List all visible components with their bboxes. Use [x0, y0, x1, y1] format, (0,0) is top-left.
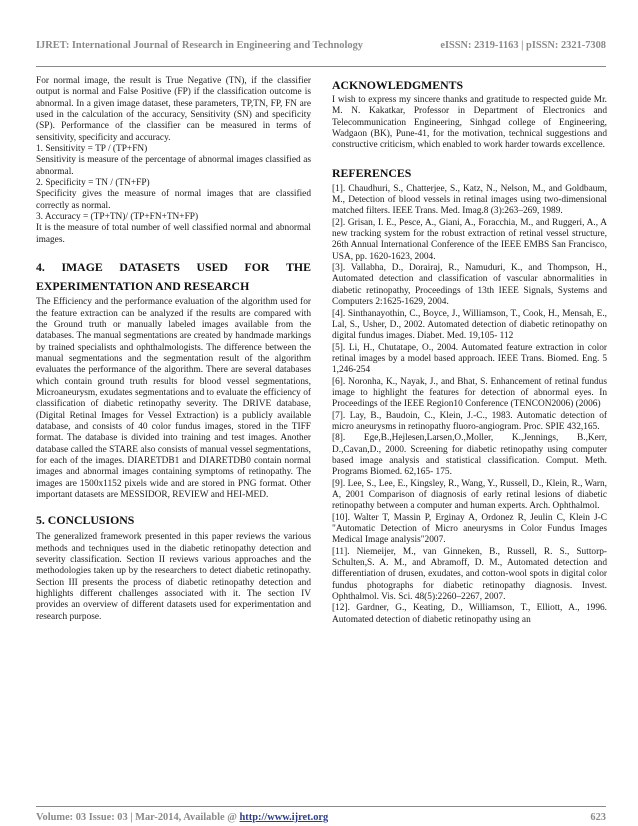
reference-item: [3]. Vallabha, D., Dorairaj, R., Namuduri, K., and Thompson, H., Automated detection and classification of vascular abnormalities in diabetic retinopathy, Proceedings of 13th IEEE Signals, Systems and Computers 2:1625-1629, 2004.	[332, 263, 607, 308]
reference-item: [4]. Sinthanayothin, C., Boyce, J., Williamson, T., Cook, H., Mensah, E., Lal, S., Usher, D., 2002. Automated detection of diabetic retinopathy on digital fundus images. Diabet. Med. 19,105- 112	[332, 308, 607, 342]
reference-item: [8]. Ege,B.,Hejlesen,Larsen,O.,Moller, K.,Jennings, B.,Kerr, D.,Cavan,D., 2000. Screening for diabetic retinopathy using computer based image analysis and statistical classification. Comput. Meth. Programs Biomed. 62,165- 175.	[332, 433, 607, 478]
reference-item: [12]. Gardner, G., Keating, D., Williamson, T., Elliott, A., 1996. Automated detection of diabetic retinopathy using an	[332, 603, 607, 625]
reference-item: [9]. Lee, S., Lee, E., Kingsley, R., Wang, Y., Russell, D., Klein, R., Warn, A, 2001 Comparison of diagnosis of early retinal lesions of diabetic retinopathy between a computer and human experts. Arch. Ophthalmol.	[332, 478, 607, 512]
heading-word: 4.	[36, 260, 45, 275]
page-number: 623	[590, 812, 606, 823]
issn-text: eISSN: 2319-1163 | pISSN: 2321-7308	[440, 40, 606, 51]
section-4-heading	[36, 260, 311, 293]
heading-word: DATASETS	[119, 260, 180, 275]
footer-volume-text: Volume: 03 Issue: 03 | Mar-2014, Available @	[36, 812, 240, 823]
formula-sensitivity: 1. Sensitivity = TP / (TP+FN)	[36, 144, 148, 155]
journal-title: IJRET: International Journal of Research in Engineering and Technology	[36, 40, 363, 51]
specificity-desc: Specificity gives the measure of normal images that are classified correctly as normal.	[36, 189, 311, 211]
reference-item: [6]. Noronha, K., Nayak, J., and Bhat, S. Enhancement of retinal fundus image to highlight the features for detection of abnormal eyes. In Proceedings of the IEEE Region10 Conference (TENCON2006) (2006)	[332, 376, 607, 410]
footer-rule	[36, 806, 606, 807]
section-5-body: The generalized framework presented in this paper reviews the various methods and techniques used in the diabetic retinopathy detection and severity classification. Section II reviews various approaches and the methodologies taken up by the researchers to detect diabetic retinopathy. Section III presents the process of diabetic retinopathy detection and highlights different challenges associated with it. The section IV provides an overview of different datasets used for experimentation and research purpose.	[36, 532, 311, 622]
left-column	[36, 76, 311, 623]
references-heading: REFERENCES	[332, 165, 412, 180]
heading-word: THE	[286, 260, 311, 275]
reference-item: [5]. Li, H., Chutatape, O., 2004. Automated feature extraction in color retinal images by a model based approach. IEEE Trans. Biomed. Eng. 5 1,246-254	[332, 342, 607, 376]
acknowledgments-body: I wish to express my sincere thanks and gratitude to respected guide Mr. M. N. Kakatkar, Professor in Department of Electronics and Telecommunication Engineering, Sinhgad college of Engineering, Wadgaon (BK), Pune-41, for the motivation, technical suggestions and constructive criticism, which enabled to work harder towards excellence.	[332, 95, 607, 151]
formula-specificity: 2. Specificity = TN / (TN+FP)	[36, 178, 150, 189]
heading-word: USED	[196, 260, 228, 275]
reference-item: [10]. Walter T, Massin P, Erginay A, Ordonez R, Jeulin C, Klein J-C "Automatic Detection of Micro aneurysms in Color Fundus Images Medical Image analysis"2007.	[332, 512, 607, 546]
heading-line-2: EXPERIMENTATION AND RESEARCH	[36, 279, 250, 294]
acknowledgments-heading: ACKNOWLEDGMENTS	[332, 78, 464, 92]
reference-item: [11]. Niemeijer, M., van Ginneken, B., Russell, R. S., Suttorp-Schulten,S. A. M., and Abramoff, D. M., Automated detection and differentiation of drusen, exudates, and cotton-wool spots in digital color fundus photographs for diabetic retinopathy diagnosis. Invest. Ophthalmol. Vis. Sci. 48(5):2260–2267, 2007.	[332, 546, 607, 603]
heading-word: IMAGE	[61, 260, 103, 275]
footer-volume	[36, 812, 328, 823]
reference-item: [2]. Grisan, I. E., Pesce, A., Giani, A., Foracchia, M., and Ruggeri, A., A new tracking system for the robust extraction of retinal vessel structure, 26th Annual International Conference of the IEEE EMBS San Francisco, USA, pp. 1620-1623, 2004.	[332, 217, 607, 262]
reference-item: [1]. Chaudhuri, S., Chatterjee, S., Katz, N., Nelson, M., and Goldbaum, M., Detection of blood vessels in retinal images using two-dimensional matched filters. IEEE Trans. Med. Imag.8 (3):263–269, 1989.	[332, 183, 607, 217]
journal-link[interactable]: http://www.ijret.org	[239, 812, 329, 823]
running-footer	[36, 812, 606, 823]
heading-word: FOR	[244, 260, 270, 275]
header-rule	[36, 66, 606, 67]
section-4-body: The Efficiency and the performance evaluation of the algorithm used for the feature extraction can be analyzed if the results are compared with the Ground truth or manually labeled images available from the databases. The manual segmentations are created by handmade markings by trained specialists and ophthalmologists. The difference between the manual segmentations and the segmentation result of the algorithm evaluates the performance of the algorithm. There are several databases which contain ground truth results for blood vessel segmentations, Microaneurysm, exudates segmentations and to evaluate the efficiency of classification of diabetic retinopathy severity. The DRIVE database, (Digital Retinal Images for Vessel Extraction) is a publicly available database, and consists of 40 color fundus images, stored in the TIFF format. The database is divided into training and test images. Another database called the STARE also consists of manual vessel segmentations, for each of the images. DIARETDB1 and DIARETDB0 contain normal images and abnormal images containing symptoms of retinopathy. The images are 1500x1152 pixels wide and are stored in PNG format. Other important datasets are MESSIDOR, REVIEW and HEI-MED.	[36, 297, 311, 500]
reference-item: [7]. Lay, B., Baudoin, C., Klein, J.-C., 1983. Automatic detection of micro aneurysms in retinopathy fluoro-angiogram. Proc. SPIE 432,165.	[332, 410, 607, 432]
sensitivity-desc: Sensitivity is measure of the percentage of abnormal images classified as abnormal.	[36, 155, 311, 177]
paragraph-classifier: For normal image, the result is True Negative (TN), if the classifier output is normal and False Positive (FP) if the classification outcome is abnormal. In a given image dataset, these parameters, TP,TN, FP, FN are used in the calculation of the accuracy, Sensitivity (SN) and specificity (SP). Performance of the classifier can be measured in terms of sensitivity, specificity and accuracy.	[36, 76, 311, 143]
accuracy-desc: It is the measure of total number of well classified normal and abnormal images.	[36, 223, 311, 245]
section-5-heading: 5. CONCLUSIONS	[36, 513, 135, 528]
formula-accuracy: 3. Accuracy = (TP+TN)/ (TP+FN+TN+FP)	[36, 212, 199, 223]
running-header	[36, 40, 606, 51]
right-column	[332, 78, 607, 626]
